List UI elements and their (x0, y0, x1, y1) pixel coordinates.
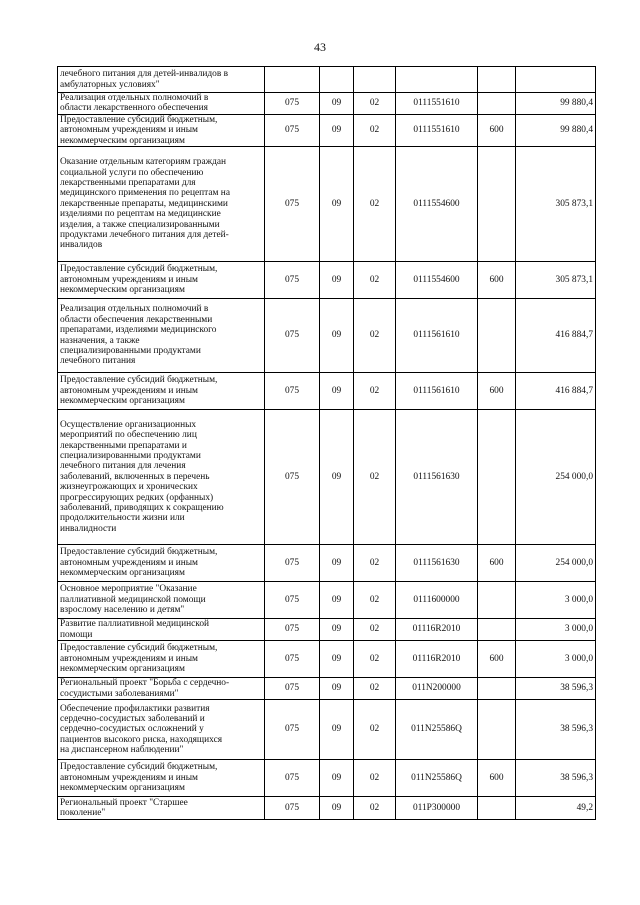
target-article-cell (396, 67, 478, 93)
ministry-code-cell: 075 (265, 641, 320, 678)
item-name-line: Обеспечение профилактики развития (60, 703, 210, 714)
ministry-code-cell: 075 (265, 797, 320, 820)
item-name-line: автономным учреждениям и иным (60, 653, 198, 664)
section-code-cell: 09 (320, 299, 354, 373)
item-name-line: некоммерческим организациям (60, 396, 185, 407)
amount-cell: 305 873,1 (516, 262, 596, 299)
ministry-code-cell: 075 (265, 373, 320, 410)
item-name-line: Предоставление субсидий бюджетным, (60, 547, 218, 558)
amount-cell: 254 000,0 (516, 410, 596, 545)
item-name-cell (58, 619, 265, 641)
ministry-code-cell: 075 (265, 147, 320, 262)
ministry-code-cell (265, 67, 320, 93)
item-name-line: лекарственные препараты, медицинскими (60, 198, 228, 209)
item-name-line: Реализация отдельных полномочий в (60, 304, 209, 315)
item-name-line: Оказание отдельным категориям граждан (60, 157, 227, 168)
item-name-line: лечебного питания (60, 356, 136, 367)
table-row (58, 545, 596, 582)
amount-cell: 3 000,0 (516, 641, 596, 678)
table-body (58, 67, 596, 820)
item-name-line: инвалидов (60, 240, 103, 251)
item-name-line: прогрессирующих редких (орфанных) (60, 492, 214, 503)
item-name-line: некоммерческим организациям (60, 783, 185, 794)
expense-type-cell: 600 (478, 760, 516, 797)
item-name-line: некоммерческим организациям (60, 285, 185, 296)
target-article-cell: 011P300000 (396, 797, 478, 820)
item-name-cell (58, 67, 265, 93)
item-name-line: Предоставление субсидий бюджетным, (60, 264, 218, 275)
item-name-line: Региональный проект "Старшее (60, 797, 188, 808)
subsection-code-cell: 02 (354, 760, 396, 797)
item-name-line: автономным учреждениям и иным (60, 385, 198, 396)
section-code-cell: 09 (320, 760, 354, 797)
expense-type-cell (478, 93, 516, 115)
item-name-line: автономным учреждениям и иным (60, 125, 198, 136)
item-name-line: области обеспечения лекарственными (60, 314, 213, 325)
ministry-code-cell: 075 (265, 678, 320, 700)
item-name-line: Предоставление субсидий бюджетным, (60, 114, 218, 125)
section-code-cell: 09 (320, 262, 354, 299)
item-name-line: инвалидности (60, 523, 117, 534)
item-name-line: лекарственными препаратами и (60, 440, 187, 451)
table-row (58, 147, 596, 262)
item-name-line: лекарственными препаратами для (60, 178, 196, 189)
item-name-line: Предоставление субсидий бюджетным, (60, 375, 218, 386)
section-code-cell: 09 (320, 619, 354, 641)
item-name-cell (58, 700, 265, 760)
budget-table (57, 66, 596, 820)
ministry-code-cell: 075 (265, 545, 320, 582)
expense-type-cell (478, 67, 516, 93)
subsection-code-cell: 02 (354, 545, 396, 582)
item-name-line: амбулаторных условиях" (60, 79, 160, 90)
target-article-cell: 0111554600 (396, 147, 478, 262)
ministry-code-cell: 075 (265, 760, 320, 797)
section-code-cell: 09 (320, 641, 354, 678)
target-article-cell: 01116R2010 (396, 641, 478, 678)
expense-type-cell (478, 700, 516, 760)
item-name-line: изделия, а также специализированными (60, 219, 220, 230)
item-name-cell (58, 299, 265, 373)
amount-cell: 99 880,4 (516, 114, 596, 146)
item-name-line: помощи (60, 629, 93, 640)
item-name-line: сердечно-сосудистых осложнений у (60, 724, 204, 735)
item-name-line: автономным учреждениям и иным (60, 274, 198, 285)
item-name-line: лечебного питания для лечения (60, 461, 186, 472)
item-name-cell (58, 678, 265, 700)
amount-cell (516, 67, 596, 93)
item-name-line: продолжительности жизни или (60, 513, 185, 524)
subsection-code-cell: 02 (354, 93, 396, 115)
expense-type-cell: 600 (478, 545, 516, 582)
target-article-cell: 01116R2010 (396, 619, 478, 641)
subsection-code-cell: 02 (354, 410, 396, 545)
item-name-line: мероприятий по обеспечению лиц (60, 430, 197, 441)
section-code-cell (320, 67, 354, 93)
section-code-cell: 09 (320, 797, 354, 820)
ministry-code-cell: 075 (265, 619, 320, 641)
subsection-code-cell: 02 (354, 582, 396, 619)
item-name-cell (58, 760, 265, 797)
item-name-line: автономным учреждениям и иным (60, 772, 198, 783)
target-article-cell: 011N25586Q (396, 760, 478, 797)
expense-type-cell (478, 619, 516, 641)
expense-type-cell: 600 (478, 373, 516, 410)
item-name-line: изделиями по рецептам на медицинские (60, 209, 221, 220)
item-name-line: препаратами, изделиями медицинского (60, 325, 217, 336)
subsection-code-cell: 02 (354, 262, 396, 299)
item-name-line: лечебного питания для детей-инвалидов в (60, 69, 229, 80)
item-name-line: Реализация отдельных полномочий в (60, 93, 209, 103)
expense-type-cell: 600 (478, 262, 516, 299)
item-name-line: некоммерческим организациям (60, 664, 185, 675)
item-name-line: заболеваний, включенных в перечень (60, 471, 210, 482)
target-article-cell: 0111551610 (396, 114, 478, 146)
ministry-code-cell: 075 (265, 582, 320, 619)
subsection-code-cell: 02 (354, 299, 396, 373)
item-name-line: взрослому населению и детям" (60, 605, 185, 616)
item-name-line: пациентов высокого риска, находящихся (60, 734, 223, 745)
ministry-code-cell: 075 (265, 410, 320, 545)
table-row (58, 373, 596, 410)
table-row (58, 797, 596, 820)
subsection-code-cell: 02 (354, 797, 396, 820)
subsection-code-cell: 02 (354, 373, 396, 410)
section-code-cell: 09 (320, 678, 354, 700)
item-name-cell (58, 93, 265, 115)
amount-cell: 416 884,7 (516, 299, 596, 373)
section-code-cell: 09 (320, 700, 354, 760)
amount-cell: 49,2 (516, 797, 596, 820)
target-article-cell: 011N25586Q (396, 700, 478, 760)
table-row (58, 760, 596, 797)
item-name-line: паллиативной медицинской помощи (60, 594, 206, 605)
amount-cell: 3 000,0 (516, 582, 596, 619)
item-name-line: заболеваний, приводящих к сокращению (60, 503, 224, 514)
item-name-line: области лекарственного обеспечения (60, 103, 208, 114)
item-name-cell (58, 373, 265, 410)
item-name-line: Развитие паллиативной медицинской (60, 619, 210, 630)
amount-cell: 3 000,0 (516, 619, 596, 641)
item-name-line: Предоставление субсидий бюджетным, (60, 762, 218, 773)
table-row (58, 619, 596, 641)
section-code-cell: 09 (320, 545, 354, 582)
expense-type-cell (478, 299, 516, 373)
table-row (58, 582, 596, 619)
item-name-cell (58, 797, 265, 820)
subsection-code-cell: 02 (354, 641, 396, 678)
target-article-cell: 0111561630 (396, 410, 478, 545)
target-article-cell: 0111600000 (396, 582, 478, 619)
table-row (58, 700, 596, 760)
item-name-line: жизнеугрожающих и хронических (60, 482, 198, 493)
table-row (58, 641, 596, 678)
table-row (58, 678, 596, 700)
section-code-cell: 09 (320, 373, 354, 410)
expense-type-cell (478, 582, 516, 619)
ministry-code-cell: 075 (265, 299, 320, 373)
subsection-code-cell: 02 (354, 114, 396, 146)
target-article-cell: 011N200000 (396, 678, 478, 700)
amount-cell: 38 596,3 (516, 760, 596, 797)
section-code-cell: 09 (320, 410, 354, 545)
expense-type-cell: 600 (478, 641, 516, 678)
ministry-code-cell: 075 (265, 700, 320, 760)
amount-cell: 305 873,1 (516, 147, 596, 262)
table-row (58, 262, 596, 299)
item-name-line: медицинского применения по рецептам на (60, 188, 230, 199)
amount-cell: 254 000,0 (516, 545, 596, 582)
amount-cell: 38 596,3 (516, 700, 596, 760)
item-name-line: Основное мероприятие "Оказание (60, 584, 197, 595)
item-name-cell (58, 147, 265, 262)
subsection-code-cell: 02 (354, 147, 396, 262)
expense-type-cell: 600 (478, 114, 516, 146)
amount-cell: 416 884,7 (516, 373, 596, 410)
ministry-code-cell: 075 (265, 93, 320, 115)
page-number: 43 (314, 40, 326, 54)
expense-type-cell (478, 147, 516, 262)
amount-cell: 99 880,4 (516, 93, 596, 115)
subsection-code-cell (354, 67, 396, 93)
section-code-cell: 09 (320, 582, 354, 619)
expense-type-cell (478, 410, 516, 545)
amount-cell: 38 596,3 (516, 678, 596, 700)
table-row (58, 410, 596, 545)
item-name-line: на диспансерном наблюдении" (60, 745, 184, 756)
target-article-cell: 0111561610 (396, 299, 478, 373)
item-name-line: сердечно-сосудистых заболеваний и (60, 713, 205, 724)
expense-type-cell (478, 678, 516, 700)
item-name-line: продуктами лечебного питания для детей- (60, 230, 229, 241)
subsection-code-cell: 02 (354, 700, 396, 760)
item-name-line: некоммерческим организациям (60, 568, 185, 579)
item-name-cell (58, 641, 265, 678)
target-article-cell: 0111554600 (396, 262, 478, 299)
section-code-cell: 09 (320, 114, 354, 146)
item-name-cell (58, 114, 265, 146)
table-row (58, 299, 596, 373)
item-name-line: Предоставление субсидий бюджетным, (60, 643, 218, 654)
item-name-line: сосудистыми заболеваниями" (60, 688, 179, 699)
section-code-cell: 09 (320, 93, 354, 115)
item-name-line: поколение" (60, 808, 106, 819)
target-article-cell: 0111551610 (396, 93, 478, 115)
table-row (58, 93, 596, 115)
ministry-code-cell: 075 (265, 262, 320, 299)
section-code-cell: 09 (320, 147, 354, 262)
item-name-line: Региональный проект "Борьба с сердечно- (60, 678, 230, 689)
subsection-code-cell: 02 (354, 619, 396, 641)
target-article-cell: 0111561630 (396, 545, 478, 582)
target-article-cell: 0111561610 (396, 373, 478, 410)
item-name-line: социальной услуги по обеспечению (60, 167, 204, 178)
expense-type-cell (478, 797, 516, 820)
item-name-line: назначения, а также (60, 335, 140, 346)
item-name-line: автономным учреждениям и иным (60, 557, 198, 568)
item-name-cell (58, 410, 265, 545)
subsection-code-cell: 02 (354, 678, 396, 700)
item-name-line: специализированными продуктами (60, 451, 201, 462)
item-name-line: Осуществление организационных (60, 419, 197, 430)
item-name-line: некоммерческим организациям (60, 135, 185, 146)
item-name-line: специализированными продуктами (60, 345, 201, 356)
table-row (58, 114, 596, 146)
table-row (58, 67, 596, 93)
ministry-code-cell: 075 (265, 114, 320, 146)
item-name-cell (58, 262, 265, 299)
item-name-cell (58, 545, 265, 582)
item-name-cell (58, 582, 265, 619)
